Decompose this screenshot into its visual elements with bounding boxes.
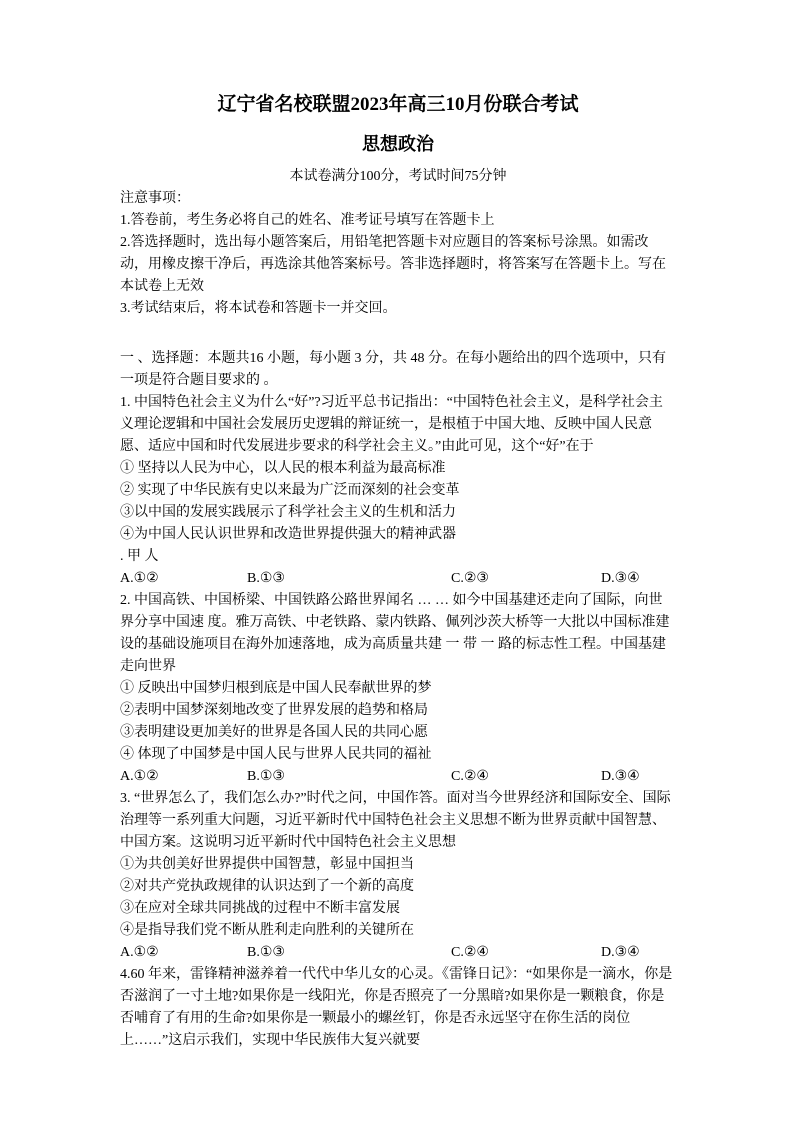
question-1-statement-1: ① 坚持以人民为中心，以人民的根本利益为最高标准 <box>120 461 446 476</box>
exam-subtitle: 思想政治 <box>362 134 434 154</box>
question-3-stem: 3. “世界怎么了，我们怎么办?”时代之问，中国作答。面对当今世界经济和国际安全、国际治理等一系列重大问题，习近平新时代中国特色社会主义思想不断为世界贡献中国智慧、中国方案。这说明习近平新时代中国特色社会主义思想 <box>120 791 671 850</box>
question-2-answer-row <box>120 766 676 788</box>
question-3-option-b: B.①③ <box>247 945 285 960</box>
question-2-statement-4: ④ 体现了中国梦是中国人民与世界人民共同的福祉 <box>120 747 432 762</box>
question-1-option-a: A.①② <box>120 571 159 586</box>
note-line-2: 2.答选择题时，选出每小题答案后，用铅笔把答题卡对应题目的答案标号涂黑。如需改动，用橡皮擦干净后，再选涂其他答案标号。答非选择题时，将答案写在答题卡上。写在本试卷上无效 <box>120 235 666 294</box>
question-2-stem: 2. 中国高铁、中国桥梁、中国铁路公路世界闻名 … … 如今中国基建还走向了国际，向世界分享中国速 度。雅万高铁、中老铁路、蒙内铁路、佩列沙茨大桥等一大批以中国标准建设的基础设施项目在海外加速落地，成为高质量共建 一 带 一 路的标志性工程。中国基建走向世界 <box>120 593 670 674</box>
question-1-stem: 1. 中国特色社会主义为什么“好”?习近平总书记指出：“中国特色社会主义，是科学社会主义理论逻辑和中国社会发展历史逻辑的辩证统一，是根植于中国大地、反映中国人民意愿、适应中国和时代发展进步要求的科学社会主义。”由此可见，这个“好”在于 <box>120 395 663 454</box>
question-3-statement-1: ①为共创美好世界提供中国智慧，彰显中国担当 <box>120 857 414 872</box>
question-1-option-d: D.③④ <box>601 571 640 586</box>
question-1-statement-2: ② 实现了中华民族有史以来最为广泛而深刻的社会变革 <box>120 483 460 498</box>
question-3-statement-4: ④是指导我们党不断从胜利走向胜利的关键所在 <box>120 923 414 938</box>
question-1-option-b: B.①③ <box>247 571 285 586</box>
question-2-statement-2: ②表明中国梦深刻地改变了世界发展的趋势和格局 <box>120 703 428 718</box>
question-1-stray-line: . 甲 人 <box>120 549 159 564</box>
exam-info-line: 本试卷满分100分，考试时间75分钟 <box>289 169 507 184</box>
note-line-1: 1.答卷前，考生务必将自己的姓名、准考证号填写在答题卡上 <box>120 213 495 228</box>
exam-title: 辽宁省名校联盟2023年高三10月份联合考试 <box>217 94 579 115</box>
section-header: 一 、选择题：本题共16 小题，每小题 3 分，共 48 分。在每小题给出的四个选项中，只有一项是符合题目要求的 。 <box>120 351 666 388</box>
notes-header: 注意事项： <box>120 191 190 206</box>
question-1-statement-3: ③以中国的发展实践展示了科学社会主义的生机和活力 <box>120 505 456 520</box>
question-1 <box>120 392 676 590</box>
question-3 <box>120 788 676 964</box>
question-1-answer-row <box>120 568 676 590</box>
question-2-option-c: C.②④ <box>451 769 489 784</box>
question-2-option-b: B.①③ <box>247 769 285 784</box>
question-1-statement-4: ④为中国人民认识世界和改造世界提供强大的精神武器 <box>120 527 456 542</box>
question-3-answer-row <box>120 942 676 964</box>
question-2-option-a: A.①② <box>120 769 159 784</box>
question-2-statement-3: ③表明建设更加美好的世界是各国人民的共同心愿 <box>120 725 428 740</box>
question-3-statement-2: ②对共产党执政规律的认识达到了一个新的高度 <box>120 879 414 894</box>
question-4-stem: 4.60 年来，雷锋精神滋养着一代代中华儿女的心灵。《雷锋日记》：“如果你是一滴水，你是否滋润了一寸土地?如果你是一线阳光，你是否照亮了一分黑暗?如果你是一颗粮食，你是否哺育了有用的生命?如果你是一颗最小的螺丝钉，你是否永远坚守在你生活的岗位上……”这启示我们，实现中华民族伟大复兴就要 <box>120 967 673 1048</box>
spacer <box>120 320 676 348</box>
question-3-option-a: A.①② <box>120 945 159 960</box>
question-3-option-d: D.③④ <box>601 945 640 960</box>
question-2-option-d: D.③④ <box>601 769 640 784</box>
question-3-option-c: C.②④ <box>451 945 489 960</box>
question-2-statement-1: ① 反映出中国梦归根到底是中国人民奉献世界的梦 <box>120 681 432 696</box>
question-2 <box>120 590 676 788</box>
question-3-statement-3: ③在应对全球共同挑战的过程中不断丰富发展 <box>120 901 400 916</box>
question-4 <box>120 964 676 1052</box>
note-line-3: 3.考试结束后，将本试卷和答题卡一并交回。 <box>120 301 397 316</box>
question-1-option-c: C.②③ <box>451 571 489 586</box>
